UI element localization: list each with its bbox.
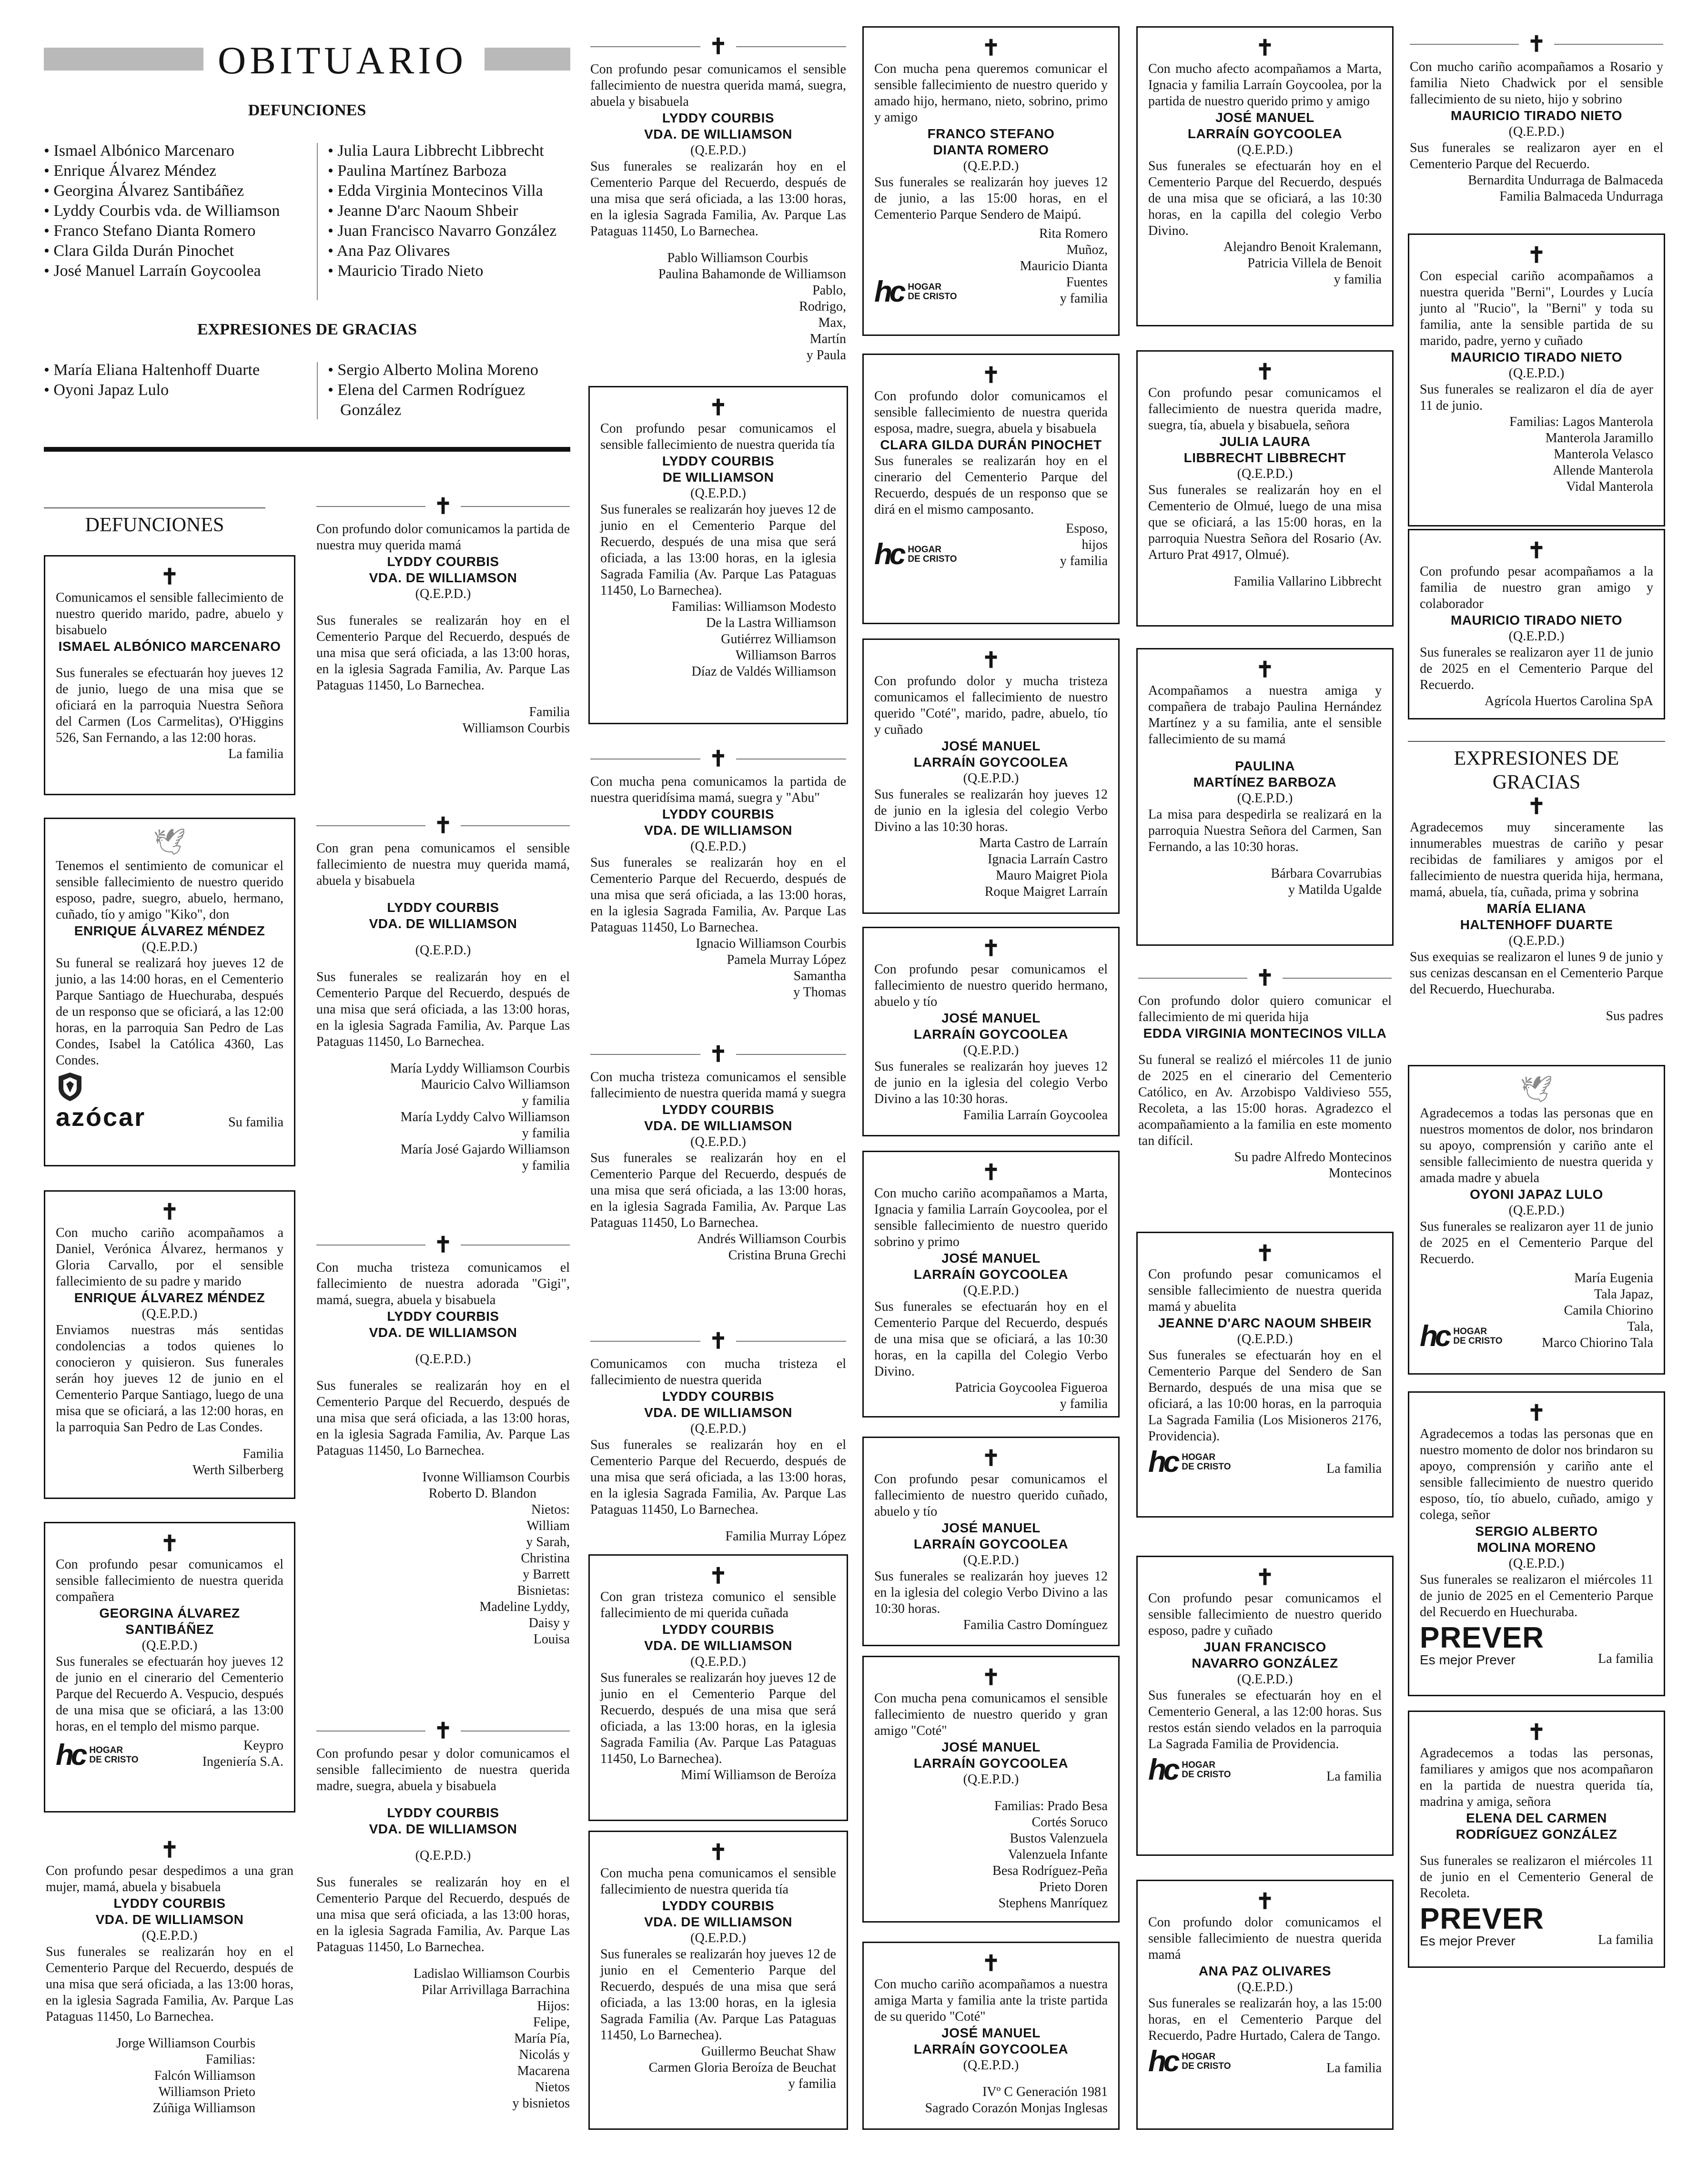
- cross-icon: ✝: [709, 747, 728, 771]
- deceased-name: VDA. DE WILLIAMSON: [644, 1118, 792, 1133]
- obituary-notice: ✝ Con mucha tristeza comunicamos el sensible fallecimiento de nuestra querida mamá y suegra LYDDY COURBIS VDA. DE WILLIAMSON (Q.E.P.D.) Sus funerales se realizarán hoy en el Cementerio Parque del Recuerdo, después de una misa que será oficiada, a las 13:00 horas, en la iglesia Sagrada Familia, Av. Parque Las Pataguas 11450, Lo Barnechea. Andrés Williamson Courbis Cristina Bruna Grechi: [590, 1042, 846, 1263]
- cross-icon: ✝: [1527, 1720, 1546, 1744]
- obituary-notice: ✝ Con profundo pesar comunicamos el sensible fallecimiento de nuestra querida compañera GEORGINA ÁLVAREZ SANTIBÁÑEZ (Q.E.P.D.) Sus funerales se efectuarán hoy jueves 12 de junio en el cinerario del Cementerio Parque del Recuerdo A. Vespucio, después de una misa que se oficiará, a las 13:00 horas, en el templo del mismo parque. hc HOGAR DE CRISTO Keypro Ingeniería S.A.: [44, 1522, 295, 1813]
- cross-icon: ✝: [1527, 1401, 1546, 1425]
- cross-icon: ✝: [1255, 1565, 1274, 1590]
- dove-icon: 🕊: [1520, 1075, 1553, 1104]
- list-item: • Julia Laura Libbrecht Libbrecht: [328, 141, 576, 161]
- deceased-name: EDDA VIRGINIA MONTECINOS VILLA: [1143, 1026, 1387, 1041]
- deceased-name: MARÍA ELIANA: [1486, 901, 1587, 916]
- deceased-name: LYDDY COURBIS: [662, 1102, 775, 1117]
- deceased-name: FRANCO STEFANO: [927, 126, 1055, 141]
- deceased-name: ENRIQUE ÁLVAREZ MÉNDEZ: [74, 1290, 265, 1305]
- list-item: • Georgina Álvarez Santibáñez: [44, 181, 311, 201]
- list-item: • Edda Virginia Montecinos Villa: [328, 181, 576, 201]
- list-item: • Oyoni Japaz Lulo: [44, 380, 311, 400]
- deceased-name: JEANNE D'ARC NAOUM SHBEIR: [1158, 1316, 1372, 1330]
- list-item: • Sergio Alberto Molina Moreno: [328, 360, 576, 380]
- obituary-notice: ✝ Con profundo pesar comunicamos el sensible fallecimiento de nuestra querida mamá y abuelita JEANNE D'ARC NAOUM SHBEIR (Q.E.P.D.) Sus funerales se efectuarán hoy en el Cementerio Parque del Sendero de San Bernardo, después de una misa que se oficiará, a las 10:00 horas, en la parroquia La Sagrada Familia (Los Misioneros 2176, Providencia). hc HOGAR DE CRISTO La familia: [1136, 1232, 1394, 1518]
- deceased-name: CLARA GILDA DURÁN PINOCHET: [880, 437, 1102, 452]
- cross-icon: ✝: [160, 565, 179, 589]
- deceased-name: MAURICIO TIRADO NIETO: [1451, 613, 1622, 628]
- page-title: OBITUARIO: [218, 39, 467, 82]
- prever-logo: PREVER Es mejor Prever: [1420, 1621, 1544, 1667]
- header-rule: [44, 447, 570, 452]
- obituary-notice: ✝ Con profundo pesar comunicamos el sensible fallecimiento de nuestro querido esposo, padre y cuñado JUAN FRANCISCO NAVARRO GONZÁLEZ (Q.E.P.D.) Sus funerales se efectuarán hoy en el Cementerio General, a las 12:00 horas. Sus restos están siendo velados en la parroquia La Sagrada Familia de Providencia. hc HOGAR DE CRISTO La familia: [1136, 1556, 1394, 1856]
- deceased-name: SERGIO ALBERTO: [1475, 1524, 1598, 1539]
- hogar-de-cristo-logo: hc HOGAR DE CRISTO: [1148, 1446, 1231, 1478]
- deceased-name: VDA. DE WILLIAMSON: [369, 570, 517, 585]
- deceased-name: JUAN FRANCISCO: [1203, 1640, 1326, 1654]
- obituary-notice: ✝ Con mucho cariño acompañamos a Daniel, Verónica Álvarez, hermanos y Gloria Carvallo, por el sensible fallecimiento de su padre y marido ENRIQUE ÁLVAREZ MÉNDEZ (Q.E.P.D.) Enviamos nuestras más sentidas condolencias a todos quienes lo conocieron y quisieron. Sus funerales serán hoy jueves 12 de junio en el Cementerio Parque Santiago, luego de una misa que se oficiará, a las 12:00 horas, en la parroquia San Pedro de Las Condes. Familia Werth Silberberg: [44, 1190, 295, 1499]
- deceased-name: VDA. DE WILLIAMSON: [369, 1325, 517, 1340]
- list-item: • Paulina Martínez Barboza: [328, 161, 576, 181]
- deceased-name: LYDDY COURBIS: [662, 1898, 775, 1913]
- gratitude-notice: ✝ Agradecemos a todas las personas, familiares y amigos que nos acompañaron en la partida de nuestra querida tía, madrina y amiga, señora ELENA DEL CARMEN RODRÍGUEZ GONZÁLEZ Sus funerales se realizaron el miércoles 11 de junio en el Cementerio General de Recoleta. PREVER Es mejor Prever La familia: [1408, 1711, 1665, 1968]
- deceased-name: LYDDY COURBIS: [113, 1896, 226, 1911]
- deceased-name: LYDDY COURBIS: [662, 807, 775, 821]
- obituary-notice: ✝ Con gran pena comunicamos el sensible fallecimiento de nuestra muy querida mamá, abuela y bisabuela LYDDY COURBIS VDA. DE WILLIAMSON (Q.E.P.D.) Sus funerales se realizarán hoy en el Cementerio Parque del Recuerdo, después de una misa que será oficiada, a las 13:00 horas, en la iglesia Sagrada Familia, Av. Parque Las Pataguas 11450, Lo Barnechea. María Lyddy Williamson Courbis Mauricio Calvo Williamson y familia María Lyddy Calvo Williamson y familia María José Gajardo Williamson y familia: [316, 813, 570, 1173]
- hogar-de-cristo-logo: hc HOGAR DE CRISTO: [1148, 2045, 1231, 2078]
- obituary-notice: ✝ Con mucho cariño acompañamos a Marta, Ignacia y familia Larraín Goycoolea, por el sensible fallecimiento de nuestro querido sobrino y primo JOSÉ MANUEL LARRAÍN GOYCOOLEA (Q.E.P.D.) Sus funerales se efectuarán hoy en el Cementerio Parque del Recuerdo, después de una misa que se oficiará, a las 10:30 horas, en la capilla del Colegio Verbo Divino. Patricia Goycoolea Figueroa y familia: [862, 1151, 1120, 1418]
- deceased-name: LYDDY COURBIS: [387, 1805, 499, 1820]
- section-title-gracias: EXPRESIONES DE GRACIAS: [1408, 741, 1665, 794]
- list-item: • Juan Francisco Navarro González: [328, 221, 576, 241]
- deceased-name: LARRAÍN GOYCOOLEA: [913, 2042, 1069, 2056]
- hogar-de-cristo-logo: hc HOGAR DE CRISTO: [874, 275, 957, 308]
- deceased-name: LARRAÍN GOYCOOLEA: [913, 1537, 1069, 1551]
- index-gracias-left: [44, 360, 311, 400]
- deceased-name: LYDDY COURBIS: [662, 1622, 775, 1637]
- cross-icon: ✝: [981, 363, 1001, 387]
- gratitude-notice: ✝ Agradecemos muy sinceramente las innumerables muestras de cariño y pesar recibidas de familiares y amigos por el fallecimiento de nuestra querida hija, hermana, mamá, abuela, tía, cuñada, prima y sobrina MARÍA ELIANA HALTENHOFF DUARTE (Q.E.P.D.) Sus exequias se realizaron el lunes 9 de junio y sus cenizas descansan en el Cementerio Parque del Recuerdo, Huechuraba. Sus padres: [1410, 794, 1663, 1023]
- prever-logo: PREVER Es mejor Prever: [1420, 1903, 1544, 1948]
- list-item: • Elena del Carmen Rodríguez González: [328, 380, 576, 420]
- obituary-notice: 🕊 Tenemos el sentimiento de comunicar el sensible fallecimiento de nuestro querido esposo, padre, suegro, abuelo, hermano, cuñado, tío y amigo "Kiko", don ENRIQUE ÁLVAREZ MÉNDEZ (Q.E.P.D.) Su funeral se realizará hoy jueves 12 de junio, a las 14:00 horas, en el Cementerio Parque Santiago de Huechuraba, después de un responso que se oficiará, a las 12:00 horas, en la parroquia San Pedro de Las Condes, Isabel la Católica 4360, Las Condes. azócar Su familia: [44, 818, 295, 1166]
- obituary-notice: ✝ Acompañamos a nuestra amiga y compañera de trabajo Paulina Hernández Martínez y a su familia, ante el sensible fallecimiento de su mamá PAULINA MARTÍNEZ BARBOZA (Q.E.P.D.) La misa para despedirla se realizará en la parroquia Nuestra Señora del Carmen, San Fernando, a las 10:30 horas. Bárbara Covarrubias y Matilda Ugalde: [1136, 648, 1394, 946]
- deceased-name: LYDDY COURBIS: [662, 1389, 775, 1404]
- deceased-name: VDA. DE WILLIAMSON: [644, 1405, 792, 1420]
- cross-icon: ✝: [981, 1160, 1001, 1185]
- obituary-notice: ✝ Con especial cariño acompañamos a nuestra querida "Berni", Lourdes y Lucía junto al "Rucio", la "Berni" y toda su familia, ante la sensible partida de su marido, padre, yerno y cuñado MAURICIO TIRADO NIETO (Q.E.P.D.) Sus funerales se realizaron el día de ayer 11 de junio. Familias: Lagos Manterola Manterola Jaramillo Manterola Velasco Allende Manterola Vidal Manterola: [1408, 233, 1665, 527]
- deceased-name: JOSÉ MANUEL: [1215, 110, 1314, 125]
- list-item: • Mauricio Tirado Nieto: [328, 261, 576, 281]
- deceased-name: JOSÉ MANUEL: [941, 1011, 1041, 1025]
- cross-icon: ✝: [160, 1838, 179, 1862]
- deceased-name: DE WILLIAMSON: [662, 470, 774, 485]
- deceased-name: LARRAÍN GOYCOOLEA: [913, 1267, 1069, 1282]
- cross-icon: ✝: [434, 1233, 453, 1257]
- deceased-name: LARRAÍN GOYCOOLEA: [1187, 126, 1343, 141]
- obituary-notice: ✝ Con profundo pesar comunicamos el sensible fallecimiento de nuestra querida mamá, suegra, abuela y bisabuela LYDDY COURBIS VDA. DE WILLIAMSON (Q.E.P.D.) Sus funerales se realizarán hoy en el Cementerio Parque del Recuerdo, después de una misa que será oficiada, a las 13:00 horas, en la iglesia Sagrada Familia, Av. Parque Las Pataguas 11450, Lo Barnechea. Pablo Williamson Courbis Paulina Bahamonde de Williamson Pablo, Rodrigo, Max, Martín y Paula: [590, 34, 846, 363]
- obituary-notice: ✝ Con profundo pesar comunicamos el fallecimiento de nuestra querida madre, suegra, tía, abuela y bisabuela, señora JULIA LAURA LIBBRECHT LIBBRECHT (Q.E.P.D.) Sus funerales se realizarán hoy en el Cementerio de Olmué, luego de una misa que se oficiará, a las 15:00 horas, en la parroquia Nuestra Señora del Rosario (Av. Arturo Prat 4917, Olmué). Familia Vallarino Libbrecht: [1136, 350, 1394, 627]
- obituary-notice: ✝ Con mucha tristeza comunicamos el fallecimiento de nuestra adorada "Gigi", mamá, suegra, abuela y bisabuela LYDDY COURBIS VDA. DE WILLIAMSON (Q.E.P.D.) Sus funerales se realizarán hoy en el Cementerio Parque del Recuerdo, después de una misa que será oficiada, a las 13:00 horas, en la iglesia Sagrada Familia, Av. Parque Las Pataguas 11450, Lo Barnechea. Ivonne Williamson Courbis Roberto D. Blandon Nietos: William y Sarah, Christina y Barrett Bisnietas: Madeline Lyddy, Daisy y Louisa: [316, 1233, 570, 1647]
- obituary-notice: ✝ Con mucho afecto acompañamos a Marta, Ignacia y familia Larraín Goycoolea, por la partida de nuestro querido primo y amigo JOSÉ MANUEL LARRAÍN GOYCOOLEA (Q.E.P.D.) Sus funerales se efectuarán hoy en el Cementerio Parque del Recuerdo, después de una misa que se oficiará, a las 10:30 horas, en la capilla del colegio Verbo Divino. Alejandro Benoit Kralemann, Patricia Villela de Benoit y familia: [1136, 26, 1394, 326]
- obituary-notice: ✝ Comunicamos con mucha tristeza el fallecimiento de nuestra querida LYDDY COURBIS VDA. DE WILLIAMSON (Q.E.P.D.) Sus funerales se realizarán hoy en el Cementerio Parque del Recuerdo, después de una misa que será oficiada, a las 13:00 horas, en la iglesia Sagrada Familia, Av. Parque Las Pataguas 11450, Lo Barnechea. Familia Murray López: [590, 1329, 846, 1544]
- cross-icon: ✝: [709, 1840, 728, 1864]
- list-item: • Ana Paz Olivares: [328, 241, 576, 261]
- deceased-name: MAURICIO TIRADO NIETO: [1451, 108, 1622, 123]
- column-divider: [317, 143, 318, 300]
- gratitude-notice: 🕊 Agradecemos a todas las personas que en nuestros momentos de dolor, nos brindaron su apoyo, comprensión y cariño ante el sensible fallecimiento de nuestra querida y amada madre y abuela OYONI JAPAZ LULO (Q.E.P.D.) Sus funerales se realizaron ayer 11 de junio de 2025 en el Cementerio Parque del Recuerdo. hc HOGAR DE CRISTO María Eugenia Tala Japaz, Camila Chiorino Tala, Marco Chiorino Tala: [1408, 1065, 1665, 1375]
- cross-icon: ✝: [434, 494, 453, 518]
- cross-icon: ✝: [981, 36, 1001, 60]
- obituary-notice: ✝ Comunicamos el sensible fallecimiento de nuestro querido marido, padre, abuelo y bisabuelo ISMAEL ALBÓNICO MARCENARO Sus funerales se efectuarán hoy jueves 12 de junio, luego de una misa que se oficiará en la parroquia Nuestra Señora del Carmen (Los Carmelitas), O'Higgins 526, San Fernando, a las 12:00 horas. La familia: [44, 555, 295, 795]
- obituary-notice: ✝ Con profundo dolor comunicamos el sensible fallecimiento de nuestra querida mamá ANA PAZ OLIVARES (Q.E.P.D.) Sus funerales se realizarán hoy, a las 15:00 horas, en el Cementerio Parque del Recuerdo, Padre Hurtado, Calera de Tango. hc HOGAR DE CRISTO La familia: [1136, 1880, 1394, 2130]
- cross-icon: ✝: [709, 1329, 728, 1353]
- deceased-name: ISMAEL ALBÓNICO MARCENARO: [58, 639, 281, 654]
- cross-icon: ✝: [434, 1719, 453, 1743]
- cross-icon: ✝: [434, 813, 453, 838]
- deceased-name: LARRAÍN GOYCOOLEA: [913, 1027, 1069, 1042]
- obituary-notice: ✝ Con gran tristeza comunico el sensible fallecimiento de mi querida cuñada LYDDY COURBIS VDA. DE WILLIAMSON (Q.E.P.D.) Sus funerales se realizarán hoy jueves 12 de junio en el Cementerio Parque del Recuerdo, después de una misa que será oficiada, a las 13:00 horas, en la iglesia Sagrada Familia (Av. Parque Las Pataguas 11450, Lo Barnechea). Mimí Williamson de Beroíza: [588, 1554, 848, 1821]
- index-defunciones-heading: DEFUNCIONES: [248, 101, 366, 119]
- list-item: • José Manuel Larraín Goycoolea: [44, 261, 311, 281]
- deceased-name: MAURICIO TIRADO NIETO: [1451, 350, 1622, 365]
- cross-icon: ✝: [160, 1200, 179, 1224]
- deceased-name: GEORGINA ÁLVAREZ SANTIBÁÑEZ: [99, 1606, 240, 1637]
- obituary-notice: ✝ Con mucha pena queremos comunicar el sensible fallecimiento de nuestro querido y amado hijo, hermano, nieto, sobrino, primo y amigo FRANCO STEFANO DIANTA ROMERO (Q.E.P.D.) Sus funerales se realizarán hoy jueves 12 de junio, a las 15:00 horas, en el Cementerio Parque Sendero de Maipú. hc HOGAR DE CRISTO Rita Romero Muñoz, Mauricio Dianta Fuentes y familia: [862, 26, 1120, 336]
- deceased-name: LYDDY COURBIS: [387, 1309, 499, 1324]
- cross-icon: ✝: [1255, 966, 1274, 990]
- deceased-name: RODRÍGUEZ GONZÁLEZ: [1455, 1827, 1617, 1842]
- obituary-notice: ✝ Con profundo pesar y dolor comunicamos el sensible fallecimiento de nuestra querida madre, suegra, abuela y bisabuela LYDDY COURBIS VDA. DE WILLIAMSON (Q.E.P.D.) Sus funerales se realizarán hoy en el Cementerio Parque del Recuerdo, después de una misa que será oficiada, a las 13:00 horas, en la iglesia Sagrada Familia, Av. Parque Las Pataguas 11450, Lo Barnechea. Ladislao Williamson Courbis Pilar Arrivillaga Barrachina Hijos: Felipe, María Pía, Nicolás y Macarena Nietos y bisnietos: [316, 1719, 570, 2111]
- obituary-notice: ✝ Con profundo pesar comunicamos el sensible fallecimiento de nuestra querida tía LYDDY COURBIS DE WILLIAMSON (Q.E.P.D.) Sus funerales se realizarán hoy jueves 12 de junio en el Cementerio Parque del Recuerdo, después de una misa que será oficiada, a las 13:00 horas, en la iglesia Sagrada Familia (Av. Parque Las Pataguas 11450, Lo Barnechea). Familias: Williamson Modesto De la Lastra Williamson Gutiérrez Williamson Williamson Barros Díaz de Valdés Williamson: [588, 386, 848, 724]
- obituary-notice: ✝ Con profundo dolor comunicamos la partida de nuestra muy querida mamá LYDDY COURBIS VDA. DE WILLIAMSON (Q.E.P.D.) Sus funerales se realizarán hoy en el Cementerio Parque del Recuerdo, después de una misa que será oficiada, a las 13:00 horas, en la iglesia Sagrada Familia, Av. Parque Las Pataguas 11450, Lo Barnechea. Familia Williamson Courbis: [316, 494, 570, 736]
- deceased-name: JOSÉ MANUEL: [941, 739, 1041, 753]
- hogar-de-cristo-logo: hc HOGAR DE CRISTO: [56, 1739, 139, 1772]
- index-gracias-right: [328, 360, 576, 420]
- cross-icon: ✝: [981, 1951, 1001, 1975]
- deceased-name: LYDDY COURBIS: [662, 111, 775, 125]
- index-defunciones-left: [44, 141, 311, 281]
- deceased-name: ENRIQUE ÁLVAREZ MÉNDEZ: [74, 923, 265, 938]
- deceased-name: VDA. DE WILLIAMSON: [644, 823, 792, 838]
- deceased-name: LARRAÍN GOYCOOLEA: [913, 755, 1069, 770]
- list-item: • Clara Gilda Durán Pinochet: [44, 241, 311, 261]
- deceased-name: LYDDY COURBIS: [662, 454, 775, 468]
- deceased-name: HALTENHOFF DUARTE: [1460, 917, 1613, 932]
- cross-icon: ✝: [1527, 794, 1546, 819]
- obituary-notice: ✝ Con mucha pena comunicamos la partida de nuestra queridísima mamá, suegra y "Abu" LYDDY COURBIS VDA. DE WILLIAMSON (Q.E.P.D.) Sus funerales se realizarán hoy en el Cementerio Parque del Recuerdo, después de una misa que será oficiada, a las 13:00 horas, en la iglesia Sagrada Familia, Av. Parque Las Pataguas 11450, Lo Barnechea. Ignacio Williamson Courbis Pamela Murray López Samantha y Thomas: [590, 747, 846, 1000]
- index-defunciones-right: [328, 141, 576, 281]
- cross-icon: ✝: [1255, 658, 1274, 682]
- obituary-notice: ✝ Con mucho cariño acompañamos a nuestra amiga Marta y familia ante la triste partida de su querido "Coté" JOSÉ MANUEL LARRAÍN GOYCOOLEA (Q.E.P.D.) IVº C Generación 1981 Sagrado Corazón Monjas Inglesas: [862, 1942, 1120, 2130]
- deceased-name: VDA. DE WILLIAMSON: [644, 1638, 792, 1653]
- deceased-name: JOSÉ MANUEL: [941, 2025, 1041, 2040]
- section-title-defunciones: DEFUNCIONES: [44, 507, 265, 537]
- list-item: • Franco Stefano Dianta Romero: [44, 221, 311, 241]
- dove-icon: 🕊: [153, 828, 186, 856]
- deceased-name: VDA. DE WILLIAMSON: [369, 1822, 517, 1836]
- list-item: • María Eliana Haltenhoff Duarte: [44, 360, 311, 380]
- deceased-name: MARTÍNEZ BARBOZA: [1193, 775, 1337, 790]
- obituary-notice: ✝ Con profundo pesar despedimos a una gran mujer, mamá, abuela y bisabuela LYDDY COURBIS VDA. DE WILLIAMSON (Q.E.P.D.) Sus funerales se realizarán hoy en el Cementerio Parque del Recuerdo, después de una misa que será oficiada, a las 13:00 horas, en la iglesia Sagrada Familia, Av. Parque Las Pataguas 11450, Lo Barnechea. Jorge Williamson Courbis Familias: Falcón Williamson Williamson Prieto Zúñiga Williamson: [46, 1838, 293, 2116]
- cross-icon: ✝: [709, 1042, 728, 1066]
- deceased-name: NAVARRO GONZÁLEZ: [1192, 1656, 1338, 1671]
- obituary-notice: ✝ Con mucho cariño acompañamos a Rosario y familia Nieto Chadwick por el sensible fallecimiento de su nieto, hijo y sobrino MAURICIO TIRADO NIETO (Q.E.P.D.) Sus funerales se realizaron ayer en el Cementerio Parque del Recuerdo. Bernardita Undurraga de Balmaceda Familia Balmaceda Undurraga: [1410, 32, 1663, 204]
- azocar-logo: azócar: [56, 1072, 146, 1131]
- list-item: • Jeanne D'arc Naoum Shbeir: [328, 201, 576, 221]
- deceased-name: VDA. DE WILLIAMSON: [644, 1914, 792, 1929]
- deceased-name: ANA PAZ OLIVARES: [1198, 1964, 1332, 1978]
- obituary-notice: ✝ Con profundo dolor quiero comunicar el fallecimiento de mi querida hija EDDA VIRGINIA MONTECINOS VILLA Su funeral se realizó el miércoles 11 de junio de 2025 en el cinerario del Cementerio Católico, en Av. Arzobispo Valdivieso 555, Recoleta, a las 15:00 horas. Agradezco el acompañamiento a la familia en este momento tan difícil. Su padre Alfredo Montecinos Montecinos: [1138, 966, 1392, 1181]
- deceased-name: OYONI JAPAZ LULO: [1470, 1187, 1603, 1202]
- cross-icon: ✝: [709, 395, 728, 420]
- list-item: • Lyddy Courbis vda. de Williamson: [44, 201, 311, 221]
- deceased-name: JOSÉ MANUEL: [941, 1520, 1041, 1535]
- cross-icon: ✝: [981, 1665, 1001, 1690]
- obituary-notice: ✝ Con profundo dolor y mucha tristeza comunicamos el fallecimiento de nuestro querido "Coté", marido, padre, abuelo, tío y cuñado JOSÉ MANUEL LARRAÍN GOYCOOLEA (Q.E.P.D.) Sus funerales se realizarán hoy jueves 12 de junio en la iglesia del colegio Verbo Divino a las 10:30 horas. Marta Castro de Larraín Ignacia Larraín Castro Mauro Maigret Piola Roque Maigret Larraín: [862, 638, 1120, 914]
- deceased-name: ELENA DEL CARMEN: [1466, 1811, 1607, 1825]
- obituary-notice: ✝ Con mucha pena comunicamos el sensible fallecimiento de nuestra querida tía LYDDY COURBIS VDA. DE WILLIAMSON (Q.E.P.D.) Sus funerales se realizarán hoy jueves 12 de junio en el Cementerio Parque del Recuerdo, después de una misa que será oficiada, a las 13:00 horas, en la iglesia Sagrada Familia (Av. Parque Las Pataguas 11450, Lo Barnechea). Guillermo Beuchat Shaw Carmen Gloria Beroíza de Beuchat y familia: [588, 1831, 848, 2130]
- deceased-name: LYDDY COURBIS: [387, 554, 499, 569]
- cross-icon: ✝: [981, 936, 1001, 961]
- deceased-name: DIANTA ROMERO: [933, 142, 1049, 157]
- list-item: • Ismael Albónico Marcenaro: [44, 141, 311, 161]
- hogar-de-cristo-logo: hc HOGAR DE CRISTO: [874, 538, 957, 571]
- cross-icon: ✝: [160, 1531, 179, 1556]
- cross-icon: ✝: [1527, 243, 1546, 267]
- obituary-notice: ✝ Con mucha pena comunicamos el sensible fallecimiento de nuestro querido y gran amigo "Coté" JOSÉ MANUEL LARRAÍN GOYCOOLEA (Q.E.P.D.) Familias: Prado Besa Cortés Soruco Bustos Valenzuela Valenzuela Infante Besa Rodríguez-Peña Prieto Doren Stephens Manríquez: [862, 1656, 1120, 1923]
- gratitude-notice: ✝ Agradecemos a todas las personas que en nuestro momento de dolor nos brindaron su apoyo, comprensión y cariño ante el sensible fallecimiento de nuestro querido esposo, tío, tío abuelo, cuñado, amigo y colega, señor SERGIO ALBERTO MOLINA MORENO (Q.E.P.D.) Sus funerales se realizaron el miércoles 11 de junio de 2025 en el Cementerio Parque del Recuerdo en Huechuraba. PREVER Es mejor Prever La familia: [1408, 1391, 1665, 1696]
- hogar-de-cristo-logo: hc HOGAR DE CRISTO: [1148, 1753, 1231, 1786]
- deceased-name: JULIA LAURA: [1219, 434, 1311, 449]
- cross-icon: ✝: [1255, 1889, 1274, 1914]
- deceased-name: VDA. DE WILLIAMSON: [369, 916, 517, 931]
- cross-icon: ✝: [981, 1446, 1001, 1470]
- cross-icon: ✝: [981, 648, 1001, 672]
- cross-icon: ✝: [1255, 36, 1274, 60]
- deceased-name: LIBBRECHT LIBBRECHT: [1183, 450, 1346, 465]
- deceased-name: VDA. DE WILLIAMSON: [95, 1912, 244, 1927]
- deceased-name: JOSÉ MANUEL: [941, 1740, 1041, 1754]
- obituary-notice: ✝ Con profundo pesar acompañamos a la familia de nuestro gran amigo y colaborador MAURICIO TIRADO NIETO (Q.E.P.D.) Sus funerales se realizaron ayer 11 de junio de 2025 en el Cementerio Parque del Recuerdo. Agrícola Huertos Carolina SpA: [1408, 529, 1665, 719]
- cross-icon: ✝: [1255, 360, 1274, 384]
- cross-icon: ✝: [709, 1564, 728, 1588]
- cross-icon: ✝: [1527, 32, 1546, 56]
- deceased-name: JOSÉ MANUEL: [941, 1251, 1041, 1266]
- hogar-de-cristo-logo: hc HOGAR DE CRISTO: [1420, 1320, 1503, 1353]
- masthead: [44, 39, 570, 82]
- cross-icon: ✝: [1527, 538, 1546, 563]
- crest-icon: [56, 1072, 84, 1102]
- obituary-notice: ✝ Con profundo pesar comunicamos el fallecimiento de nuestro querido cuñado, abuelo y tío JOSÉ MANUEL LARRAÍN GOYCOOLEA (Q.E.P.D.) Sus funerales se realizarán hoy jueves 12 en la iglesia del colegio Verbo Divino a las 10:30 horas. Familia Castro Domínguez: [862, 1437, 1120, 1646]
- deceased-name: MOLINA MORENO: [1477, 1540, 1596, 1555]
- deceased-name: VDA. DE WILLIAMSON: [644, 127, 792, 142]
- obituary-notice: ✝ Con profundo pesar comunicamos el fallecimiento de nuestro querido hermano, abuelo y tío JOSÉ MANUEL LARRAÍN GOYCOOLEA (Q.E.P.D.) Sus funerales se realizarán hoy jueves 12 de junio en la iglesia del colegio Verbo Divino a las 10:30 horas. Familia Larraín Goycoolea: [862, 927, 1120, 1136]
- column-divider: [317, 362, 318, 419]
- deceased-name: PAULINA: [1235, 759, 1295, 773]
- index-gracias-heading: EXPRESIONES DE GRACIAS: [197, 321, 417, 338]
- cross-icon: ✝: [1255, 1241, 1274, 1266]
- deceased-name: LYDDY COURBIS: [387, 900, 499, 915]
- deceased-name: LARRAÍN GOYCOOLEA: [913, 1756, 1069, 1771]
- obituary-notice: ✝ Con profundo dolor comunicamos el sensible fallecimiento de nuestra querida esposa, madre, suegra, abuela y bisabuela CLARA GILDA DURÁN PINOCHET Sus funerales se realizarán hoy en el cinerario del Cementerio Parque del Recuerdo, después de un responso que se dirá en el mismo camposanto. hc HOGAR DE CRISTO Esposo, hijos y familia: [862, 354, 1120, 624]
- cross-icon: ✝: [709, 34, 728, 59]
- list-item: • Enrique Álvarez Méndez: [44, 161, 311, 181]
